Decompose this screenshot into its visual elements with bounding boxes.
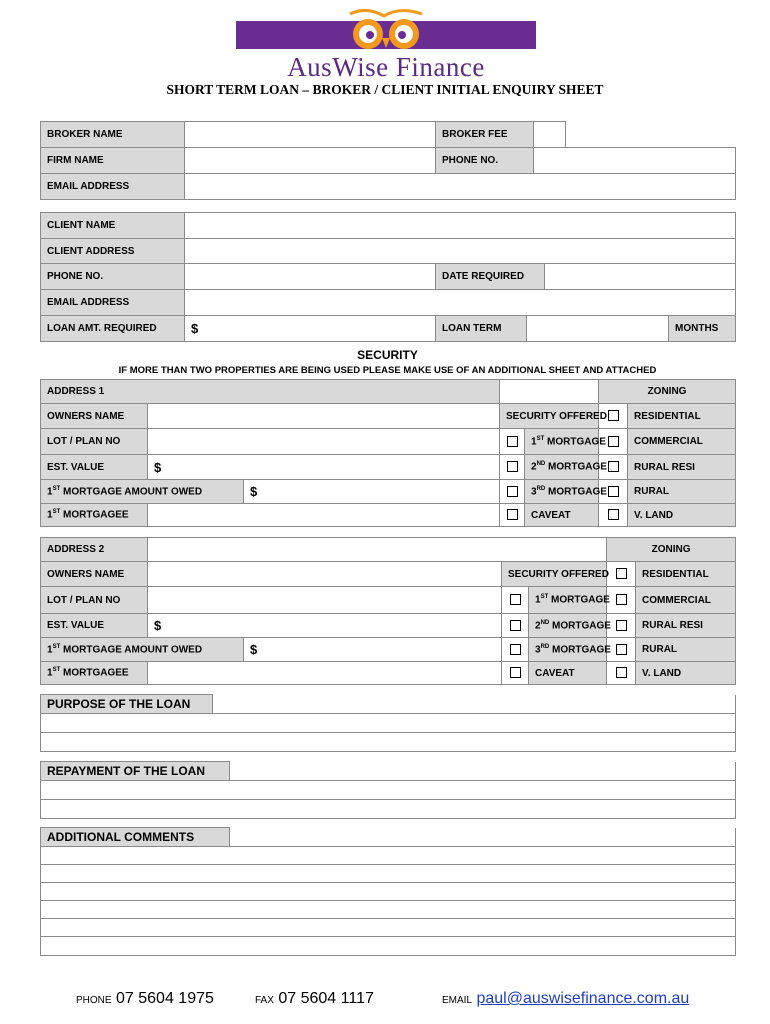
first-mortgage-checkbox[interactable]: [500, 429, 525, 455]
repayment-line[interactable]: [41, 781, 736, 800]
checkbox-icon[interactable]: [608, 486, 619, 497]
third-mortgage-label: 3RD MORTGAGE: [529, 638, 607, 662]
caveat-label: CAVEAT: [525, 504, 599, 527]
owners-name-field[interactable]: [148, 404, 500, 429]
repayment-line[interactable]: [230, 762, 736, 781]
security-note: IF MORE THAN TWO PROPERTIES ARE BEING USED PLEASE MAKE USE OF AN ADDITIONAL SHEET AND ATTACHED: [118, 365, 657, 376]
second-mortgage-label: 2ND MORTGAGE: [529, 614, 607, 638]
zoning-commercial-label: COMMERCIAL: [636, 587, 736, 614]
client-name-field[interactable]: [185, 213, 736, 239]
mortgage-owed-label: 1ST MORTGAGE AMOUNT OWED: [41, 638, 244, 662]
checkbox-icon[interactable]: [510, 594, 521, 605]
broker-fee-label: BROKER FEE: [436, 122, 534, 148]
purpose-label: PURPOSE OF THE LOAN: [41, 695, 213, 714]
currency-sign: $: [250, 642, 258, 657]
zoning-residential-checkbox[interactable]: [607, 562, 636, 587]
zoning-label: ZONING: [607, 538, 736, 562]
loan-term-field[interactable]: [527, 316, 669, 342]
owners-name-label: OWNERS NAME: [41, 404, 148, 429]
client-phone-field[interactable]: [185, 264, 436, 290]
client-name-label: CLIENT NAME: [41, 213, 185, 239]
zoning-commercial-label: COMMERCIAL: [628, 429, 736, 455]
repayment-table: [40, 761, 736, 819]
checkbox-icon[interactable]: [510, 667, 521, 678]
checkbox-icon[interactable]: [507, 461, 518, 472]
mortgagee-field[interactable]: [148, 662, 502, 685]
caveat-label: CAVEAT: [529, 662, 607, 685]
address1-field[interactable]: [500, 380, 599, 404]
client-email-field[interactable]: [185, 290, 736, 316]
broker-name-field[interactable]: [185, 122, 436, 148]
first-mortgage-checkbox[interactable]: [502, 587, 529, 614]
caveat-checkbox[interactable]: [502, 662, 529, 685]
lot-plan-label: LOT / PLAN NO: [41, 429, 148, 455]
client-email-label: EMAIL ADDRESS: [41, 290, 185, 316]
broker-phone-label: PHONE NO.: [436, 148, 534, 174]
page-title: SHORT TERM LOAN – BROKER / CLIENT INITIAL ENQUIRY SHEET: [166, 82, 604, 97]
zoning-vland-label: V. LAND: [628, 504, 736, 527]
loan-amount-label: LOAN AMT. REQUIRED: [41, 316, 185, 342]
client-table: [40, 212, 736, 342]
zoning-vland-checkbox[interactable]: [607, 662, 636, 685]
currency-sign: $: [154, 459, 162, 475]
est-value-label: EST. VALUE: [41, 455, 148, 480]
first-mortgage-label: 1ST MORTGAGE: [525, 429, 599, 455]
comments-line[interactable]: [41, 919, 736, 937]
checkbox-icon[interactable]: [507, 509, 518, 520]
date-required-field[interactable]: [545, 264, 736, 290]
checkbox-icon[interactable]: [510, 644, 521, 655]
comments-line[interactable]: [41, 901, 736, 919]
mortgage-owed-label: 1ST MORTGAGE AMOUNT OWED: [41, 480, 244, 504]
zoning-vland-checkbox[interactable]: [599, 504, 628, 527]
footer-email: [442, 990, 689, 1008]
zoning-residential-label: RESIDENTIAL: [628, 404, 736, 429]
date-required-label: DATE REQUIRED: [436, 264, 545, 290]
phone-number: 07 5604 1975: [116, 990, 214, 1007]
lot-plan-label: LOT / PLAN NO: [41, 587, 148, 614]
broker-fee-field[interactable]: [534, 122, 566, 148]
third-mortgage-checkbox[interactable]: [502, 638, 529, 662]
security-offered-label: SECURITY OFFERED: [502, 562, 607, 587]
zoning-commercial-checkbox[interactable]: [607, 587, 636, 614]
footer-fax: [255, 990, 374, 1008]
broker-name-label: BROKER NAME: [41, 122, 185, 148]
mortgagee-field[interactable]: [148, 504, 500, 527]
blank-cell: [566, 122, 736, 148]
third-mortgage-checkbox[interactable]: [500, 480, 525, 504]
mortgage-owed-field[interactable]: [244, 480, 500, 504]
third-mortgage-label: 3RD MORTGAGE: [525, 480, 599, 504]
second-mortgage-label: 2ND MORTGAGE: [525, 455, 599, 480]
purpose-line[interactable]: [41, 733, 736, 752]
brand-name: AusWise Finance: [287, 52, 485, 82]
client-address-field[interactable]: [185, 239, 736, 264]
address1-label: ADDRESS 1: [41, 380, 500, 404]
broker-email-label: EMAIL ADDRESS: [41, 174, 185, 200]
purpose-line[interactable]: [41, 714, 736, 733]
fax-number: 07 5604 1117: [278, 990, 374, 1007]
client-phone-label: PHONE NO.: [41, 264, 185, 290]
currency-sign: $: [154, 618, 162, 633]
email-label: EMAIL: [442, 995, 473, 1006]
zoning-rural-resi-label: RURAL RESI: [636, 614, 736, 638]
mortgagee-label: 1ST MORTGAGEE: [41, 504, 148, 527]
firm-name-field[interactable]: [185, 148, 436, 174]
broker-email-field[interactable]: [185, 174, 736, 200]
checkbox-icon[interactable]: [507, 486, 518, 497]
checkbox-icon[interactable]: [608, 410, 619, 421]
checkbox-icon[interactable]: [616, 644, 627, 655]
checkbox-icon[interactable]: [616, 667, 627, 678]
first-mortgage-label: 1ST MORTGAGE: [529, 587, 607, 614]
address2-field[interactable]: [148, 538, 607, 562]
checkbox-icon[interactable]: [608, 436, 619, 447]
mortgage-owed-field[interactable]: [244, 638, 502, 662]
lot-plan-field[interactable]: [148, 587, 502, 614]
zoning-rural-resi-label: RURAL RESI: [628, 455, 736, 480]
mortgagee-label: 1ST MORTGAGEE: [41, 662, 148, 685]
checkbox-icon[interactable]: [608, 509, 619, 520]
est-value-label: EST. VALUE: [41, 614, 148, 638]
security-heading: SECURITY: [357, 348, 418, 362]
comments-line[interactable]: [41, 883, 736, 901]
comments-label: ADDITIONAL COMMENTS: [41, 828, 230, 847]
checkbox-icon[interactable]: [616, 568, 627, 579]
owners-name-field[interactable]: [148, 562, 502, 587]
security-offered-label: SECURITY OFFERED: [500, 404, 599, 429]
client-address-label: CLIENT ADDRESS: [41, 239, 185, 264]
currency-sign: $: [250, 484, 258, 499]
checkbox-icon[interactable]: [616, 594, 627, 605]
currency-sign: $: [191, 321, 199, 336]
broker-table: [40, 121, 736, 200]
second-mortgage-checkbox[interactable]: [502, 614, 529, 638]
comments-table: [40, 827, 736, 956]
address2-table: [40, 537, 736, 685]
broker-phone-field[interactable]: [534, 148, 736, 174]
email-link[interactable]: paul@auswisefinance.com.au: [476, 990, 690, 1007]
zoning-label: ZONING: [599, 380, 736, 404]
owners-name-label: OWNERS NAME: [41, 562, 148, 587]
zoning-residential-label: RESIDENTIAL: [636, 562, 736, 587]
comments-line[interactable]: [230, 828, 736, 847]
phone-label: PHONE: [76, 995, 112, 1006]
comments-line[interactable]: [41, 865, 736, 883]
checkbox-icon[interactable]: [608, 461, 619, 472]
comments-line[interactable]: [41, 847, 736, 865]
owl-icon: [340, 8, 432, 56]
second-mortgage-checkbox[interactable]: [500, 455, 525, 480]
checkbox-icon[interactable]: [616, 620, 627, 631]
est-value-field[interactable]: [148, 455, 500, 480]
zoning-rural-label: RURAL: [628, 480, 736, 504]
loan-amount-field[interactable]: [185, 316, 436, 342]
comments-line[interactable]: [41, 937, 736, 956]
purpose-table: [40, 694, 736, 752]
checkbox-icon[interactable]: [507, 436, 518, 447]
repayment-line[interactable]: [41, 800, 736, 819]
lot-plan-field[interactable]: [148, 429, 500, 455]
fax-label: FAX: [255, 995, 274, 1006]
zoning-vland-label: V. LAND: [636, 662, 736, 685]
address2-label: ADDRESS 2: [41, 538, 148, 562]
caveat-checkbox[interactable]: [500, 504, 525, 527]
purpose-line[interactable]: [213, 695, 736, 714]
months-label: MONTHS: [669, 316, 736, 342]
firm-name-label: FIRM NAME: [41, 148, 185, 174]
footer-phone: [76, 990, 214, 1008]
address1-table: [40, 379, 736, 527]
zoning-rural-label: RURAL: [636, 638, 736, 662]
loan-term-label: LOAN TERM: [436, 316, 527, 342]
repayment-label: REPAYMENT OF THE LOAN: [41, 762, 230, 781]
est-value-field[interactable]: [148, 614, 502, 638]
checkbox-icon[interactable]: [510, 620, 521, 631]
